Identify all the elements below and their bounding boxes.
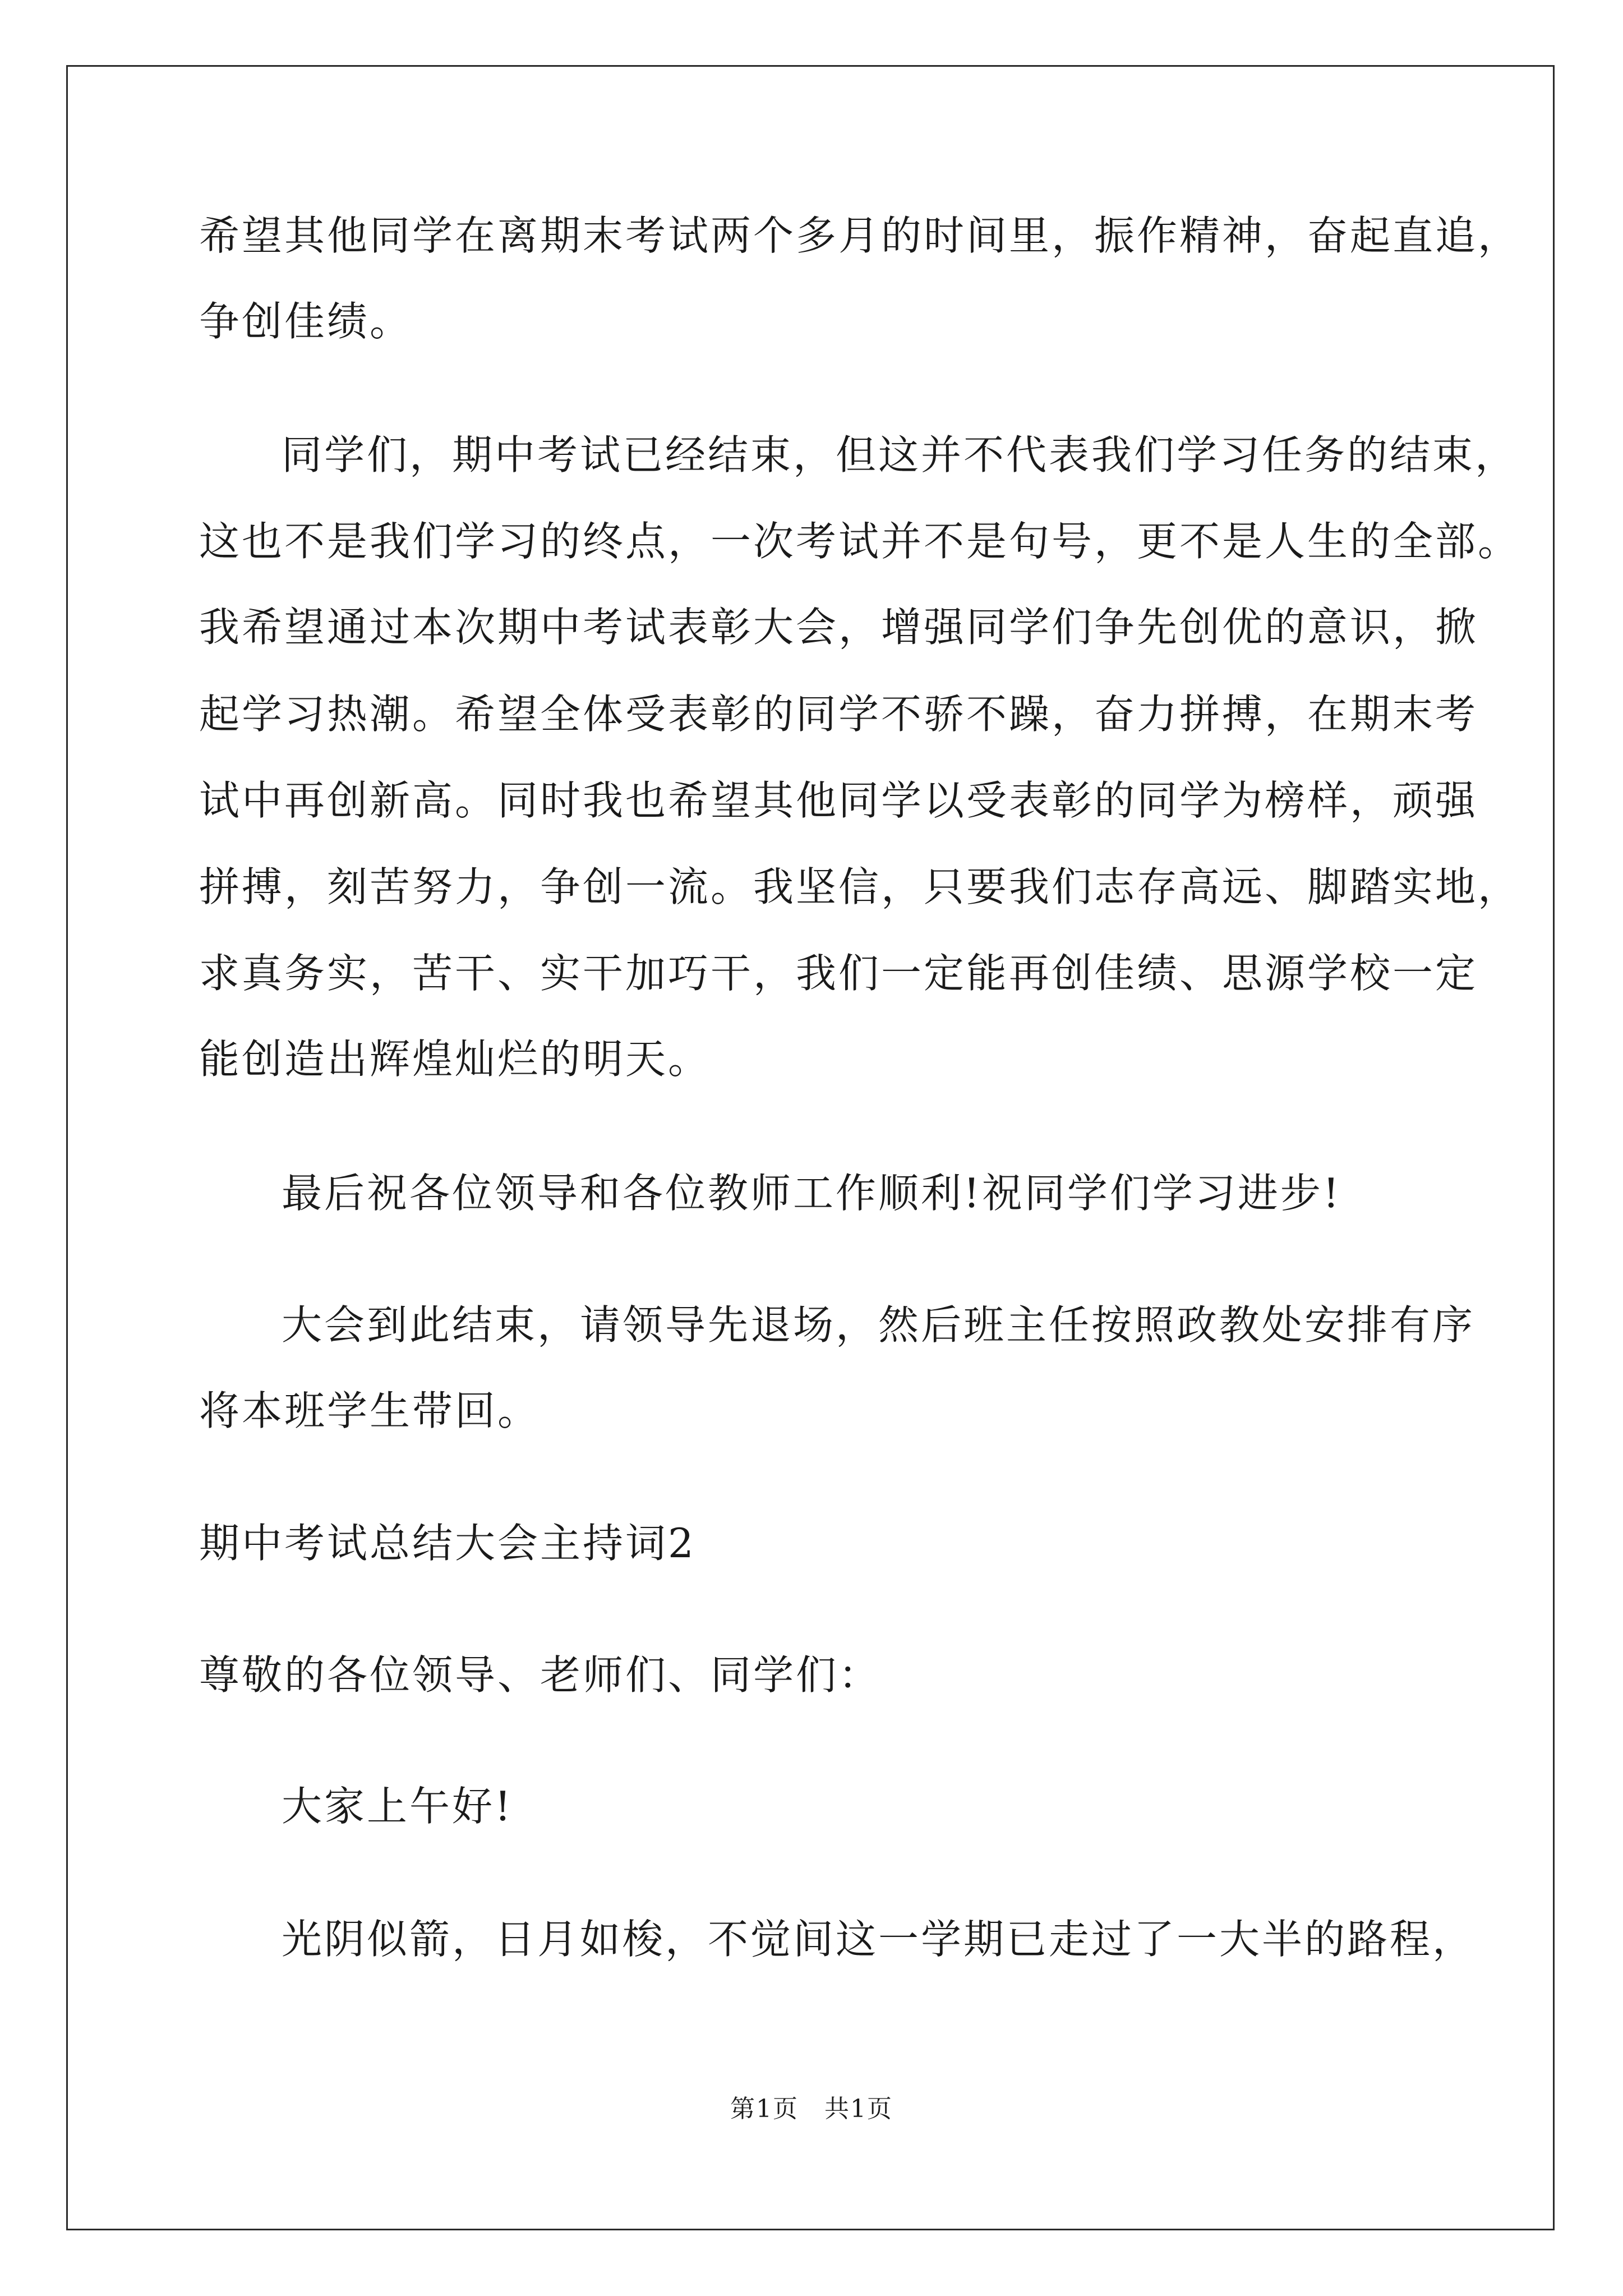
salutation: 尊敬的各位领导、老师们、同学们：: [199, 1651, 882, 1699]
text-line: 大会到此结束，请领导先退场，然后班主任按照政教处安排有序: [282, 1301, 1476, 1349]
text-line: 光阴似箭，日月如梭，不觉间这一学期已走过了一大半的路程，: [282, 1916, 1476, 1963]
text-line: 拼搏，刻苦努力，争创一流。我坚信，只要我们志存高远、脚踏实地，: [199, 863, 1521, 910]
text-line: 我希望通过本次期中考试表彰大会，增强同学们争先创优的意识，掀: [199, 604, 1478, 651]
text-line: 起学习热潮。希望全体受表彰的同学不骄不躁，奋力拼搏，在期末考: [199, 691, 1478, 738]
text-line: 将本班学生带回。: [199, 1387, 541, 1434]
text-line: 试中再创新高。同时我也希望其他同学以受表彰的同学为榜样，顽强: [199, 777, 1478, 824]
greeting: 大家上午好!: [282, 1783, 513, 1830]
text-line: 争创佳绩。: [199, 298, 413, 345]
page-border: [66, 65, 1555, 2230]
text-line: 求真务实，苦干、实干加巧干，我们一定能再创佳绩、思源学校一定: [199, 950, 1478, 997]
text-line: 这也不是我们学习的终点，一次考试并不是句号，更不是人生的全部。: [199, 518, 1521, 565]
text-line: 能创造出辉煌灿烂的明天。: [199, 1036, 711, 1083]
text-line: 希望其他同学在离期末考试两个多月的时间里，振作精神，奋起直追，: [199, 212, 1521, 259]
text-line: 最后祝各位领导和各位教师工作顺利!祝同学们学习进步!: [282, 1170, 1341, 1217]
section-heading: 期中考试总结大会主持词2: [199, 1520, 696, 1567]
page-number-footer: 第1页 共1页: [730, 2095, 893, 2123]
text-line: 同学们，期中考试已经结束，但这并不代表我们学习任务的结束，: [282, 431, 1518, 478]
